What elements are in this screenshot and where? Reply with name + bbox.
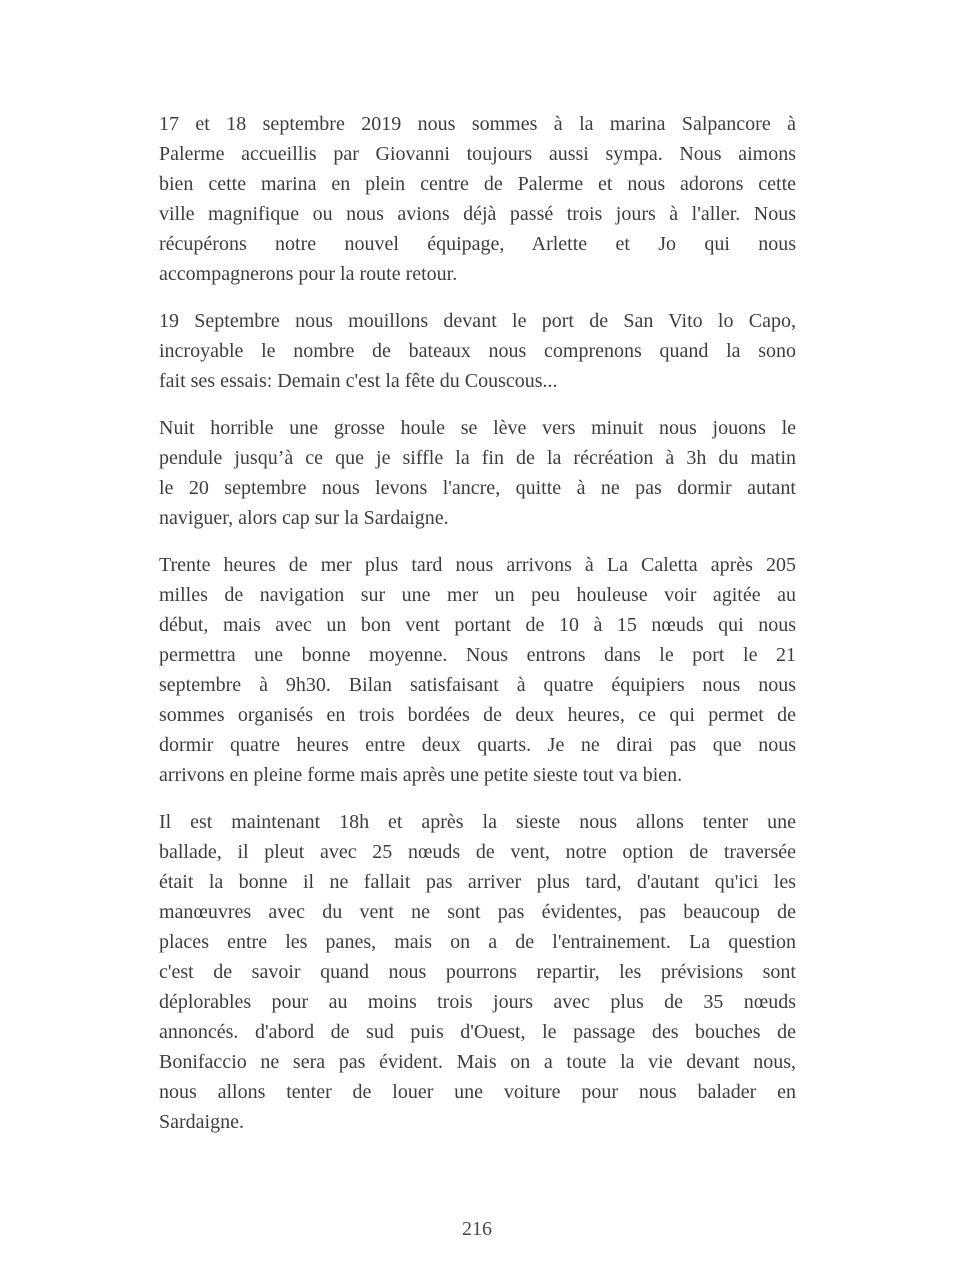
text-line: milles de navigation sur une mer un peu houleuse voir agitée au bbox=[159, 584, 796, 606]
document-body bbox=[159, 109, 796, 1154]
text-line: Nuit horrible une grosse houle se lève vers minuit nous jouons le bbox=[159, 417, 796, 439]
text-line: sommes organisés en trois bordées de deux heures, ce qui permet de bbox=[159, 704, 796, 726]
text-line: accompagnerons pour la route retour. bbox=[159, 263, 458, 285]
page-footer bbox=[0, 1216, 954, 1242]
text-line: Trente heures de mer plus tard nous arrivons à La Caletta après 205 bbox=[159, 554, 796, 576]
text-line: 17 et 18 septembre 2019 nous sommes à la marina Salpancore à bbox=[159, 113, 796, 135]
text-line: places entre les panes, mais on a de l'entrainement. La question bbox=[159, 931, 796, 953]
text-line: était la bonne il ne fallait pas arriver plus tard, d'autant qu'ici les bbox=[159, 871, 796, 893]
text-line: permettra une bonne moyenne. Nous entrons dans le port le 21 bbox=[159, 644, 796, 666]
text-line: le 20 septembre nous levons l'ancre, quitte à ne pas dormir autant bbox=[159, 477, 796, 499]
text-line: Il est maintenant 18h et après la sieste nous allons tenter une bbox=[159, 811, 796, 833]
text-line: nous allons tenter de louer une voiture pour nous balader en bbox=[159, 1081, 796, 1103]
text-line: bien cette marina en plein centre de Palerme et nous adorons cette bbox=[159, 173, 796, 195]
text-line: 19 Septembre nous mouillons devant le port de San Vito lo Capo, bbox=[159, 310, 796, 332]
text-line: Palerme accueillis par Giovanni toujours aussi sympa. Nous aimons bbox=[159, 143, 796, 165]
text-line: incroyable le nombre de bateaux nous comprenons quand la sono bbox=[159, 340, 796, 362]
text-line: annoncés. d'abord de sud puis d'Ouest, le passage des bouches de bbox=[159, 1021, 796, 1043]
text-line: Sardaigne. bbox=[159, 1111, 244, 1133]
text-line: naviguer, alors cap sur la Sardaigne. bbox=[159, 507, 449, 529]
text-line: ballade, il pleut avec 25 nœuds de vent, notre option de traversée bbox=[159, 841, 796, 863]
text-line: manœuvres avec du vent ne sont pas évidentes, pas beaucoup de bbox=[159, 901, 796, 923]
text-line: fait ses essais: Demain c'est la fête du Couscous... bbox=[159, 370, 558, 392]
paragraph bbox=[159, 807, 796, 1137]
text-line: septembre à 9h30. Bilan satisfaisant à quatre équipiers nous nous bbox=[159, 674, 796, 696]
text-line: début, mais avec un bon vent portant de 10 à 15 nœuds qui nous bbox=[159, 614, 796, 636]
text-line: déplorables pour au moins trois jours avec plus de 35 nœuds bbox=[159, 991, 796, 1013]
paragraph bbox=[159, 306, 796, 396]
text-line: ville magnifique ou nous avions déjà passé trois jours à l'aller. Nous bbox=[159, 203, 796, 225]
text-line: récupérons notre nouvel équipage, Arlette et Jo qui nous bbox=[159, 233, 796, 255]
paragraph bbox=[159, 550, 796, 790]
paragraph bbox=[159, 413, 796, 533]
text-line: dormir quatre heures entre deux quarts. Je ne dirai pas que nous bbox=[159, 734, 796, 756]
text-line: c'est de savoir quand nous pourrons repartir, les prévisions sont bbox=[159, 961, 796, 983]
text-line: arrivons en pleine forme mais après une petite sieste tout va bien. bbox=[159, 764, 683, 786]
text-line: pendule jusqu’à ce que je siffle la fin de la récréation à 3h du matin bbox=[159, 447, 796, 469]
text-line: Bonifaccio ne sera pas évident. Mais on a toute la vie devant nous, bbox=[159, 1051, 796, 1073]
page-number: 216 bbox=[462, 1218, 492, 1240]
paragraph bbox=[159, 109, 796, 289]
